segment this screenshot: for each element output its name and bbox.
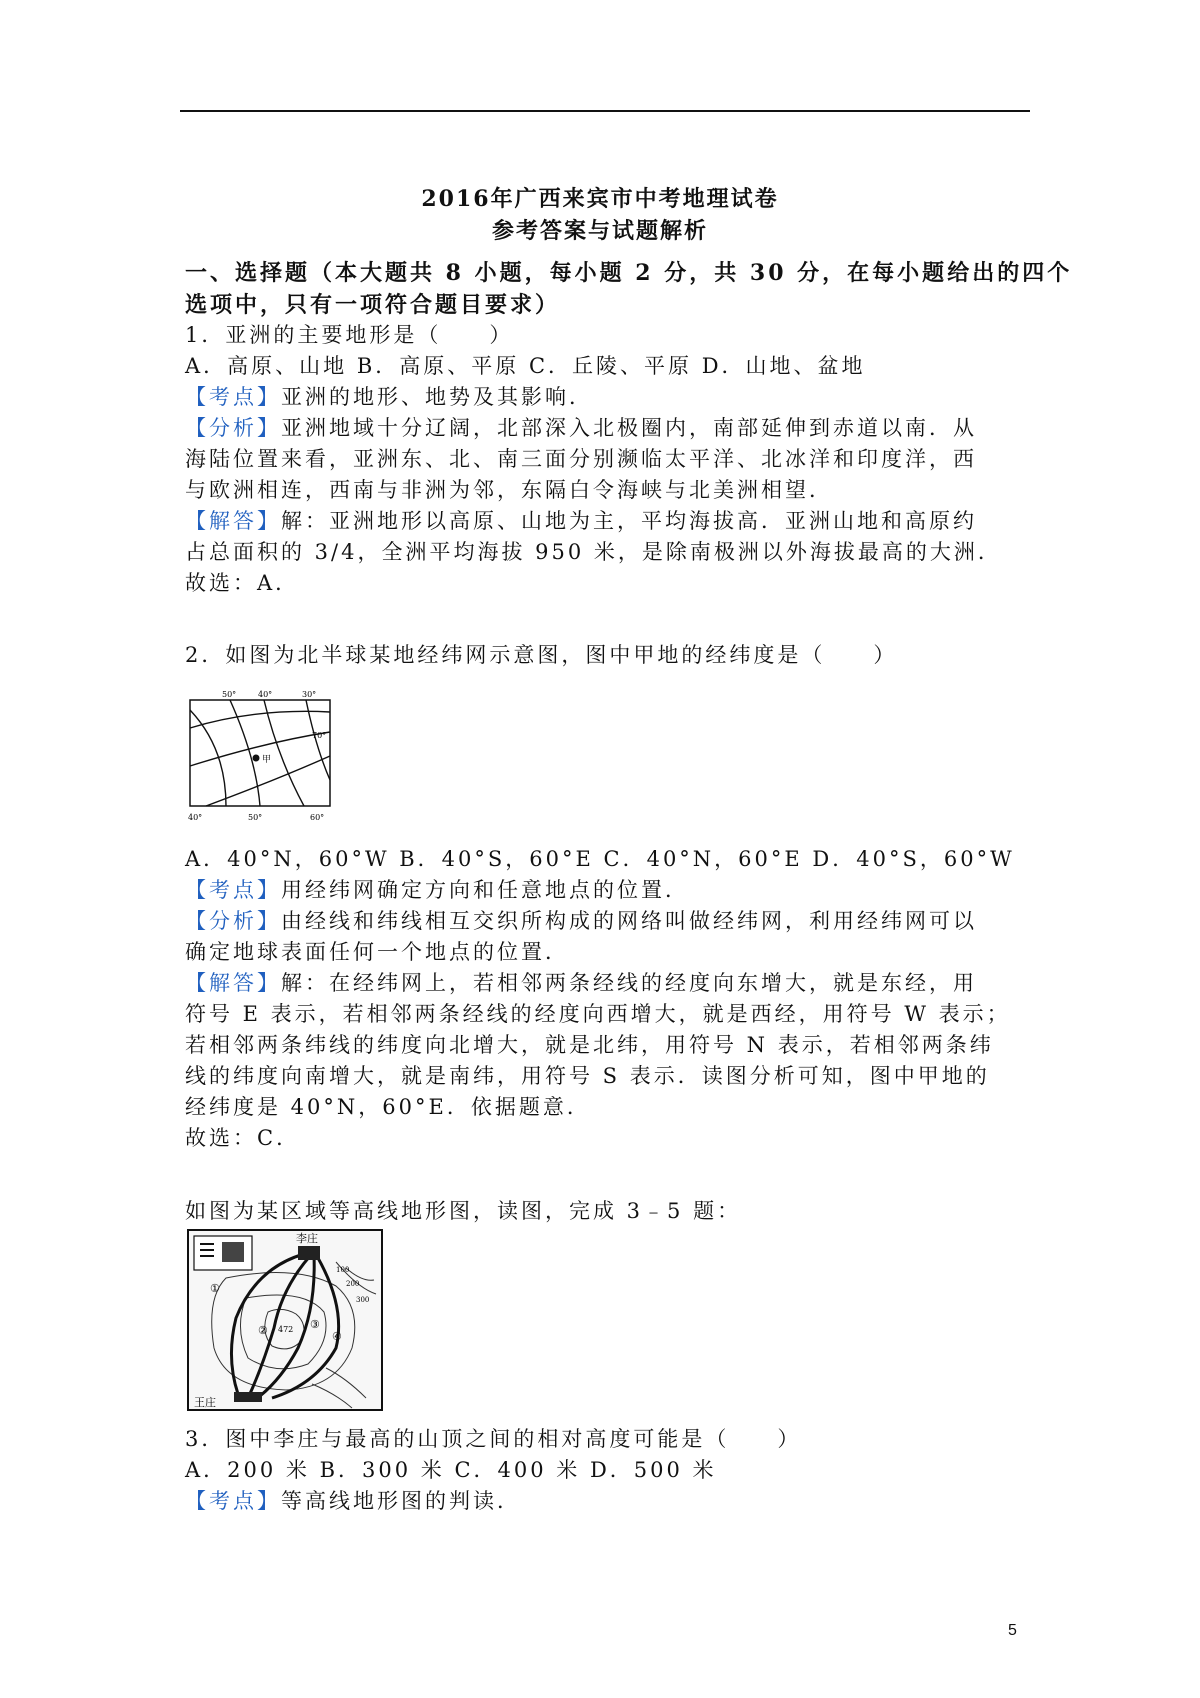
section-heading-line2: 选项中，只有一项符合题目要求）	[185, 292, 561, 318]
bottom-label-2: 50°	[248, 813, 263, 822]
q2-kaodian	[185, 875, 689, 905]
page-title: 2016年广西来宾市中考地理试卷	[421, 186, 779, 212]
header-rule	[180, 110, 1030, 112]
page-subtitle: 参考答案与试题解析	[491, 218, 708, 244]
q1-answer: 故选：A．	[185, 571, 300, 595]
jieda-text: 解：亚洲地形以高原、山地为主，平均海拔高．亚洲山地和高原约	[281, 509, 977, 533]
q1-fenxi-line3: 与欧洲相连，西南与非洲为邻，东隔白令海峡与北美洲相望．	[185, 478, 833, 502]
route-4-label: ④	[332, 1330, 342, 1343]
top-label-1: 50°	[222, 690, 237, 699]
q2-stem: 2．如图为北半球某地经纬网示意图，图中甲地的经纬度是（ ）	[185, 643, 898, 667]
q1-fenxi	[185, 413, 977, 443]
q2-answer: 故选：C．	[185, 1126, 301, 1150]
q2-jieda-line3: 若相邻两条纬线的纬度向北增大，就是北纬，用符号 N 表示，若相邻两条纬	[185, 1033, 994, 1057]
fenxi-text: 亚洲地域十分辽阔，北部深入北极圈内，南部延伸到赤道以南．从	[281, 416, 977, 440]
kaodian-tag: 【考点】	[185, 1489, 281, 1513]
kaodian-text: 等高线地形图的判读．	[281, 1489, 521, 1513]
point-jia-label: 甲	[262, 755, 272, 765]
route-1-label: ①	[210, 1282, 220, 1295]
kaodian-text: 用经纬网确定方向和任意地点的位置．	[281, 878, 689, 902]
fenxi-text: 由经线和纬线相互交织所构成的网络叫做经纬网，利用经纬网可以	[281, 909, 977, 933]
jieda-text: 解：在经纬网上，若相邻两条经线的经度向东增大，就是东经，用	[281, 971, 977, 995]
kaodian-text: 亚洲的地形、地势及其影响．	[281, 385, 593, 409]
q1-jieda	[185, 506, 977, 536]
contour-map-figure	[186, 1228, 384, 1412]
q3-options: A．200 米 B．300 米 C．400 米 D．500 米	[185, 1458, 717, 1482]
kaodian-tag: 【考点】	[185, 878, 281, 902]
q2-jieda	[185, 968, 977, 998]
top-label-2: 40°	[258, 690, 273, 699]
point-jia-marker	[253, 755, 260, 762]
q1-fenxi-line2: 海陆位置来看，亚洲东、北、南三面分别濒临太平洋、北冰洋和印度洋，西	[185, 447, 977, 471]
section-heading-line1: 一、选择题（本大题共 8 小题，每小题 2 分，共 30 分，在每小题给出的四个	[185, 260, 1073, 286]
jieda-tag: 【解答】	[185, 971, 281, 995]
bottom-label-1: 40°	[188, 813, 203, 822]
route-3-label: ③	[310, 1318, 320, 1331]
page-number: 5	[1008, 1622, 1017, 1639]
q3-5-intro: 如图为某区域等高线地形图，读图，完成 3﹣5 题：	[185, 1199, 742, 1223]
fenxi-tag: 【分析】	[185, 416, 281, 440]
contour-label-300: 300	[356, 1296, 370, 1304]
kaodian-tag: 【考点】	[185, 385, 281, 409]
q2-fenxi	[185, 906, 977, 936]
q1-kaodian	[185, 382, 593, 412]
village-lizhuang: 李庄	[296, 1232, 318, 1245]
village-wangzhuang: 王庄	[194, 1396, 216, 1409]
q2-jieda-line5: 经纬度是 40°N，60°E．依据题意．	[185, 1095, 591, 1119]
q2-options: A．40°N，60°W B．40°S，60°E C．40°N，60°E D．40°S，60°W	[185, 847, 1015, 871]
fenxi-tag: 【分析】	[185, 909, 281, 933]
top-label-3: 30°	[302, 690, 317, 699]
q2-fenxi-line2: 确定地球表面任何一个地点的位置．	[185, 940, 569, 964]
q2-jieda-line4: 线的纬度向南增大，就是南纬，用符号 S 表示．读图分析可知，图中甲地的	[185, 1064, 990, 1088]
lizhuang-houses	[298, 1246, 320, 1260]
q1-options: A．高原、山地 B．高原、平原 C．丘陵、平原 D．山地、盆地	[185, 354, 866, 378]
q1-stem: 1．亚洲的主要地形是（ ）	[185, 323, 514, 347]
contour-label-200: 200	[346, 1280, 360, 1288]
route-2-label: ②	[258, 1324, 268, 1337]
q1-jieda-line2: 占总面积的 3/4，全洲平均海拔 950 米，是除南极洲以外海拔最高的大洲．	[185, 540, 1002, 564]
q3-stem: 3．图中李庄与最高的山顶之间的相对高度可能是（ ）	[185, 1427, 802, 1451]
peak-label: 472	[278, 1325, 294, 1334]
q2-jieda-line2: 符号 E 表示，若相邻两条经线的经度向西增大，就是西经，用符号 W 表示；	[185, 1002, 1011, 1026]
wangzhuang-houses	[234, 1392, 262, 1402]
q3-kaodian	[185, 1486, 521, 1516]
bottom-label-3: 60°	[310, 813, 325, 822]
contour-label-100: 100	[336, 1266, 350, 1274]
graticule-figure	[186, 688, 338, 824]
right-label: 70°	[312, 731, 327, 740]
jieda-tag: 【解答】	[185, 509, 281, 533]
